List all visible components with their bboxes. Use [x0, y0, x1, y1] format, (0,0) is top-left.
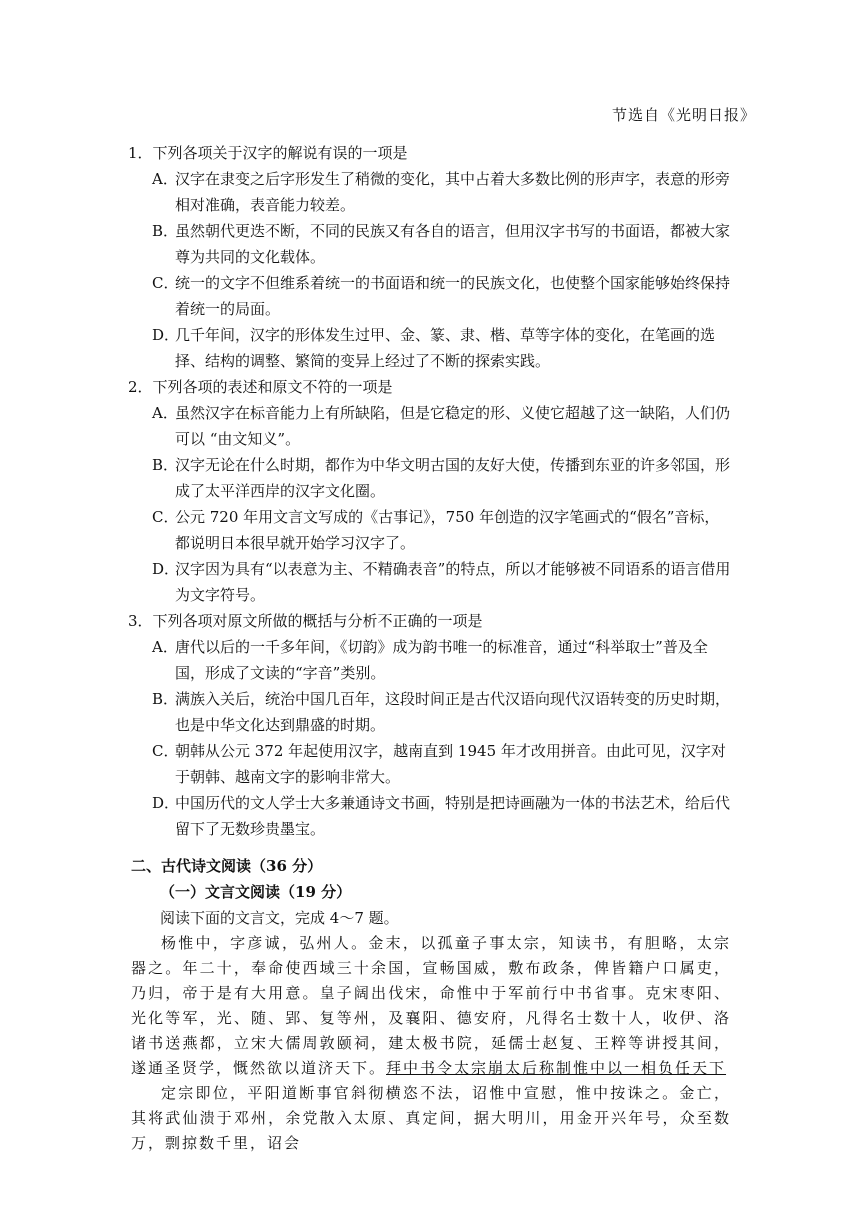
option-a: A．汉字在隶变之后字形发生了稍微的变化，其中占着大多数比例的形声字，表意的形旁相对准确，表音能力较差。 — [152, 170, 731, 214]
questions-block — [128, 140, 732, 842]
option-c: C．统一的文字不但维系着统一的书面语和统一的民族文化，也使整个国家能够始终保持着统一的局面。 — [152, 274, 731, 318]
option-a: A．唐代以后的一千多年间，《切韵》成为韵书唯一的标准音，通过“科举取士”普及全国，形成了文读的“字音”类别。 — [152, 638, 708, 682]
source-citation: 节选自《光明日报》 — [611, 106, 756, 124]
option-c: C．公元 720 年用文言文写成的《古事记》，750 年创造的汉字笔画式的“假名”音标，都说明日本很早就开始学习汉字了。 — [152, 508, 720, 552]
option-d: D．几千年间，汉字的形体发生过甲、金、篆、隶、楷、草等字体的变化，在笔画的选择、结构的调整、繁简的变异上经过了不断的探索实践。 — [152, 326, 716, 370]
passage-paragraph-2: 定宗即位，平阳道断事官斜彻横恣不法，诏惟中宣慰，惟中按诛之。金亡，其将武仙溃于邓州，余党散入太原、真定间，据大明川，用金开兴年号，众至数万，剽掠数千里，诏会 — [131, 1084, 731, 1152]
option-b: B．满族入关后，统治中国几百年，这段时间正是古代汉语向现代汉语转变的历史时期，也是中华文化达到鼎盛的时期。 — [152, 690, 731, 734]
question-3 — [128, 608, 732, 842]
option-b: B．汉字无论在什么时期，都作为中华文明古国的友好大使，传播到东亚的许多邻国，形成了太平洋西岸的汉字文化圈。 — [152, 456, 731, 500]
underlined-sentence: 拜中书令太宗崩太后称制惟中以一相负任天下 — [386, 1059, 727, 1077]
option-a: A．虽然汉字在标音能力上有所缺陷，但是它稳定的形、义使它超越了这一缺陷，人们仍可以 “由文知义”。 — [152, 404, 731, 448]
option-d: D．中国历代的文人学士大多兼通诗文书画，特别是把诗画融为一体的书法艺术，给后代留下了无数珍贵墨宝。 — [152, 794, 731, 838]
passage-paragraph-1: 杨惟中，字彦诚，弘州人。金末，以孤童子事太宗，知读书，有胆略，太宗器之。年二十，奉命使西域三十余国，宣畅国威，敷布政条，俾皆籍户口属吏，乃归，帝于是有大用意。皇子阔出伐宋，命惟中于军前行中书省事。克宋枣阳、光化等军，光、随、郢、复等州，及襄阳、德安府，凡得名士数十人，收伊、洛诸书送燕都，立宋大儒周敦颐祠，建太极书院，延儒士赵复、王粹等讲授其间，遂通圣贤学，慨然欲以道济天下。拜中书令太宗崩太后称制惟中以一相负任天下 — [131, 934, 731, 1077]
subsection-title: （一）文言文阅读（19 分） — [160, 883, 352, 901]
option-b: B．虽然朝代更迭不断，不同的民族又有各自的语言，但用汉字书写的书面语，都被大家尊为共同的文化载体。 — [152, 222, 731, 266]
question-stem: 3．下列各项对原文所做的概括与分析不正确的一项是 — [128, 612, 483, 630]
classical-passage — [131, 931, 731, 1156]
question-2 — [128, 374, 732, 608]
reading-instruction: 阅读下面的文言文，完成 4～7 题。 — [160, 909, 399, 927]
section-title: 二、古代诗文阅读（36 分） — [131, 857, 323, 875]
question-1 — [128, 140, 732, 374]
question-stem: 1．下列各项关于汉字的解说有误的一项是 — [128, 144, 408, 162]
option-d: D．汉字因为具有“以表意为主、不精确表音”的特点，所以才能够被不同语系的语言借用为文字符号。 — [152, 560, 731, 604]
question-stem: 2．下列各项的表述和原文不符的一项是 — [128, 378, 393, 396]
option-c: C．朝韩从公元 372 年起使用汉字，越南直到 1945 年才改用拼音。由此可见，汉字对于朝韩、越南文字的影响非常大。 — [152, 742, 726, 786]
